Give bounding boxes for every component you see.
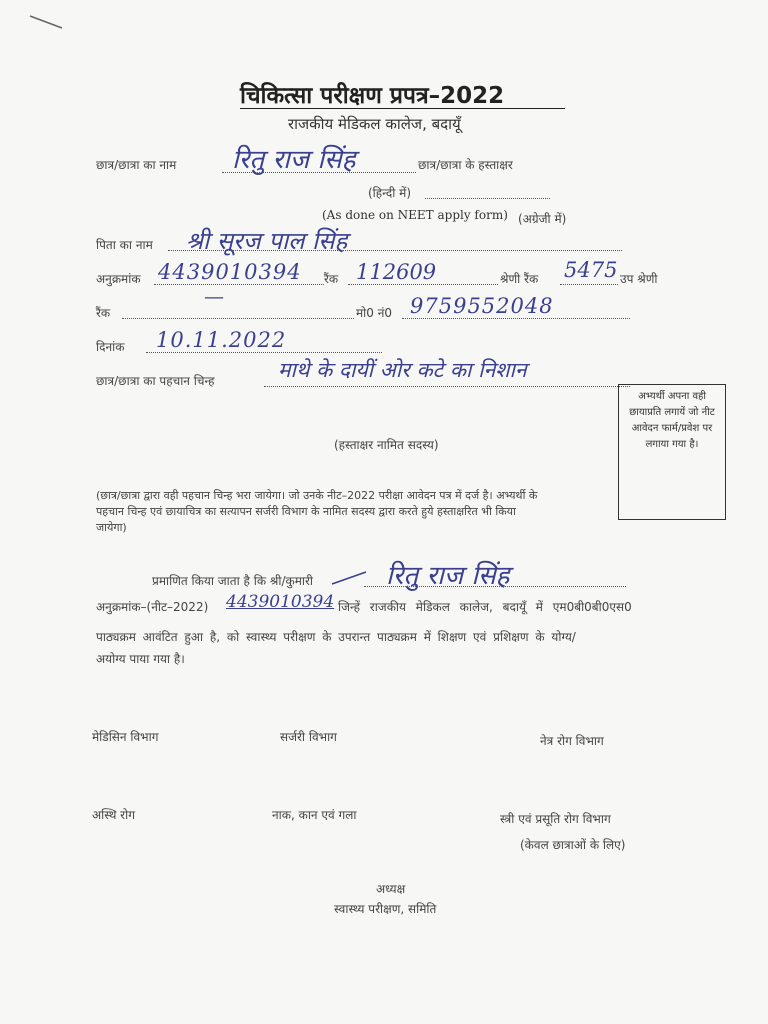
mobile-label: मो0 नं0 [356,306,393,320]
category-rank-value: 5475 [564,258,618,282]
mobile-value: 9759552048 [410,294,554,318]
cert-line2: जिन्हें राजकीय मेडिकल कालेज, बदायूँ में एम0बी0बी0एस0 [338,600,632,614]
instruction-note: (छात्र/छात्रा द्वारा वही पहचान चिन्ह भरा जायेगा। जो उनके नीट–2022 परीक्षा आवेदन पत्र में दर्ज है। अभ्यर्थी के पहचान चिन्ह एवं छायाचित्र का सत्यापन सर्जरी विभाग के नामित सदस्य द्वारा करते हुये हस्ताक्षरित भी किया जायेगा) [96,489,538,534]
student-name-value: रितु राज सिंह [232,145,356,175]
cert-roll-prefix: अनुक्रमांक–(नीट–2022) [96,600,209,614]
id-mark-dots [264,386,630,387]
neet-note: (As done on NEET apply form) [322,208,508,222]
dept-ent: नाक, कान एवं गला [272,808,357,822]
rank-dots [348,284,498,285]
dept-medicine: मेडिसिन विभाग [92,730,159,744]
dept-gyn: स्त्री एवं प्रसूति रोग विभाग [500,812,611,826]
student-name-label: छात्र/छात्रा का नाम [96,158,177,172]
roll-dots [154,284,324,285]
page-title: चिकित्सा परीक्षण प्रपत्र–2022 [240,83,505,109]
dept-eye: नेत्र रोग विभाग [540,734,604,748]
category-rank-label: श्रेणी रैंक [500,272,539,286]
father-value: श्री सूरज पाल सिंह [186,227,348,255]
roll-value: 4439010394 [158,260,302,284]
signature-label: छात्र/छात्रा के हस्ताक्षर [418,158,513,172]
cert-roll-value: 4439010394 [226,592,335,612]
cert-line4: अयोग्य पाया गया है। [96,652,185,666]
rank2-dots [122,318,354,319]
date-dots [146,352,382,353]
dept-surgery: सर्जरी विभाग [280,730,337,744]
title-underline [240,108,565,109]
pen-mark [28,12,68,34]
footer-committee: स्वास्थ्य परीक्षण, समिति [334,902,437,916]
rank-label: रैंक [324,272,339,286]
rank2-label: रैंक [96,306,111,320]
id-mark-label: छात्र/छात्रा का पहचान चिन्ह [96,374,215,388]
mobile-dots [402,318,630,319]
hindi-dots [425,198,550,199]
date-label: दिनांक [96,340,125,354]
hindi-label: (हिन्दी में) [368,186,412,200]
sub-category-label: उप श्रेणी [620,272,658,286]
rank2-value: — [204,284,224,308]
father-label: पिता का नाम [96,238,153,252]
cert-intro: प्रमाणित किया जाता है कि श्री/कुमारी [152,574,314,588]
member-signature: (हस्ताक्षर नामित सदस्य) [334,438,439,452]
category-rank-dots [560,284,618,285]
english-label: (अग्रेजी में) [518,212,567,226]
photo-box: अभ्यर्थी अपना वही छायाप्रति लगायें जो नीट आवेदन फार्म/प्रवेश पर लगाया गया है। [618,384,726,520]
cert-line3: पाठ्यक्रम आवंटित हुआ है, को स्वास्थ्य परीक्षण के उपरान्त पाठ्यक्रम में शिक्षण एवं प्रशिक्षण के योग्य/ [96,630,576,644]
dept-ortho: अस्थि रोग [92,808,135,822]
roll-label: अनुक्रमांक [96,272,141,286]
id-mark-value: माथे के दायीं ओर कटे का निशान [278,358,527,382]
cert-name-value: रितु राज सिंह [386,561,510,591]
date-value: 10.11.2022 [156,328,287,352]
footer-chair: अध्यक्ष [376,882,406,896]
rank-value: 112609 [356,260,437,284]
strike-mark [330,570,370,586]
college-name: राजकीय मेडिकल कालेज, बदायूँ [288,115,461,133]
dept-gyn-note: (केवल छात्राओं के लिए) [520,838,626,852]
